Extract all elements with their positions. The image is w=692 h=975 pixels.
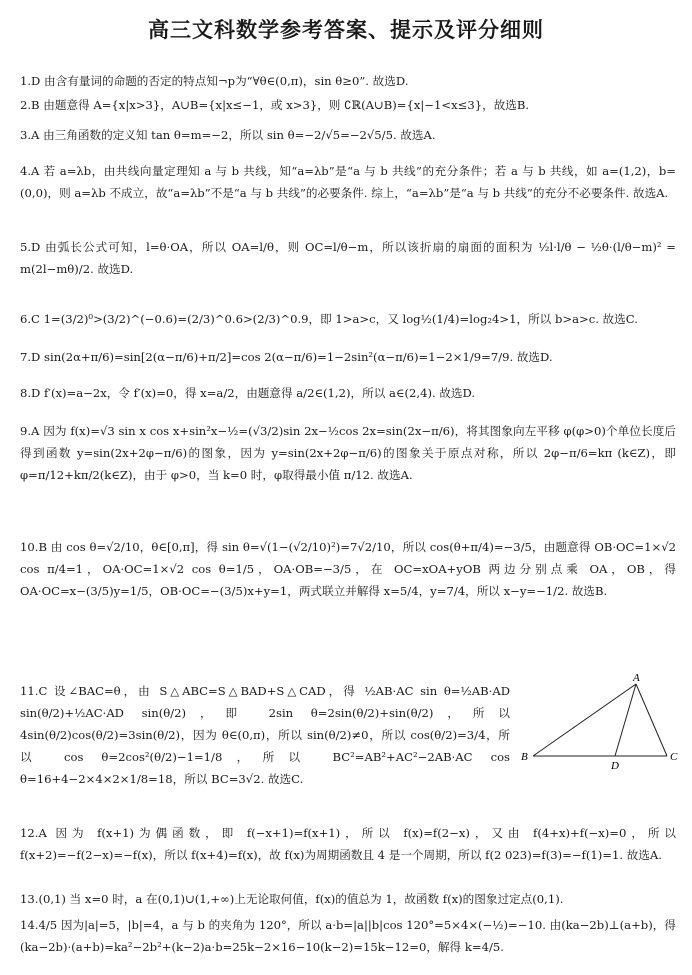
answer-item-12: [20, 822, 676, 866]
answer-item-3: [20, 124, 676, 146]
answer-item-13: [20, 888, 676, 910]
answer-number: 12.A: [20, 826, 47, 840]
answer-item-4: [20, 160, 676, 204]
label-c: C: [670, 751, 678, 763]
page-title: 高三文科数学参考答案、提示及评分细则: [148, 18, 544, 42]
answer-text: 1=(3/2)⁰>(3/2)^(−0.6)=(2/3)^0.6>(2/3)^0.9，即 1>a>c，又 log½(1/4)=log₂4>1，所以 b>a>c. 故选C.: [43, 312, 638, 326]
answer-item-8: [20, 382, 676, 404]
answer-text: 若 a=λb，由共线向量定理知 a 与 b 共线，知“a=λb”是“a 与 b 共线”的充分条件；若 a 与 b 共线，如 a=(1,2)，b=(0,0)，则 a=λb 不成立，故“a=λb”不是“a 与 b 共线”的必要条件. 综上，“a=λb”是“a 与 b 共线”的充分不必要条件. 故选A.: [20, 164, 676, 200]
answer-text: 由题意得 A={x|x>3}，A∪B={x|x≤−1，或 x>3}，则 ∁ℝ(A∪B)={x|−1<x≤3}，故选B.: [43, 98, 530, 112]
answer-text: 由三角函数的定义知 tan θ=m=−2，所以 sin θ=−2/√5=−2√5/5. 故选A.: [43, 128, 436, 142]
answer-text: 因为|a|=5，|b|=4，a 与 b 的夹角为 120°，所以 a·b=|a||b|cos 120°=5×4×(−½)=−10. 由(ka−2b)⊥(a+b)，得(ka−2b)·(a+b)=ka²−2b²+(k−2)a·b=25k−2×16−10(k−2)=15k−12=0，解得 k=4/5.: [20, 918, 676, 954]
answer-item-1: [20, 70, 676, 92]
answer-number: 10.B: [20, 540, 47, 554]
label-d: D: [611, 760, 619, 772]
answer-text: 因为 f(x+1)为偶函数，即 f(−x+1)=f(x+1)，所以 f(x)=f(2−x)，又由 f(4+x)+f(−x)=0，所以 f(x+2)=−f(2−x)=−f(x)，所以 f(x+4)=f(x)，故 f(x)为周期函数且 4 是一个周期，所以 f(2 023)=f(3)=−f(1)=1. 故选A.: [20, 826, 676, 862]
answer-item-10: [20, 536, 676, 602]
answer-number: 9.A: [20, 424, 40, 438]
answer-number: 7.D: [20, 350, 41, 364]
answer-text: f′(x)=a−2x，令 f′(x)=0，得 x=a/2，由题意得 a/2∈(1,2)，所以 a∈(2,4). 故选D.: [44, 386, 476, 400]
answer-item-9: [20, 420, 676, 486]
answer-number: 14.4/5: [20, 918, 58, 932]
answer-number: 1.D: [20, 74, 41, 88]
answer-number: 6.C: [20, 312, 40, 326]
answer-item-2: [20, 94, 676, 116]
answer-number: 11.C: [20, 684, 48, 698]
answer-text: 由含有量词的命题的否定的特点知¬p为“∀θ∈(0,π)，sin θ≥0”. 故选D.: [44, 74, 409, 88]
answer-text: 由 cos θ=√2/10，θ∈[0,π]，得 sin θ=√(1−(√2/10)²)=7√2/10，所以 cos(θ+π/4)=−3/5，由题意得 OB·OC=1×√2 cos π/4=1，OA·OC=1×√2 cos θ=1/5，OA·OB=−3/5，在 OC=xOA+yOB 两边分别点乘 OA，OB，得 OA·OC=x−(3/5)y=1/5，OB·OC=−(3/5)x+y=1，两式联立并解得 x=5/4，y=7/4，所以 x−y=−1/2. 故选B.: [20, 540, 676, 598]
answer-text: 设∠BAC=θ，由 S△ABC=S△BAD+S△CAD，得 ½AB·AC sin θ=½AB·AD sin(θ/2)+½AC·AD sin(θ/2)，即 2sin θ=2sin(θ/2)+sin(θ/2)，所以 4sin(θ/2)cos(θ/2)=3sin(θ/2)，因为 θ∈(0,π)，所以 sin(θ/2)≠0，所以 cos(θ/2)=3/4，所以 cos θ=2cos²(θ/2)−1=1/8，所以 BC²=AB²+AC²−2AB·AC cos θ=16+4−2×4×2×1/8=18，所以 BC=3√2. 故选C.: [20, 684, 511, 786]
answer-number: 13.(0,1): [20, 892, 66, 906]
segment-ad: [615, 684, 636, 756]
label-a: A: [633, 672, 640, 684]
side-ac: [636, 684, 667, 756]
answer-number: 4.A: [20, 164, 40, 178]
answer-number: 3.A: [20, 128, 40, 142]
answer-number: 2.B: [20, 98, 40, 112]
answer-text: 由弧长公式可知，l=θ·OA，所以 OA=l/θ，则 OC=l/θ−m，所以该折扇的扇面的面积为 ½l·l/θ − ½θ·(l/θ−m)² = m(2l−mθ)/2. 故选D.: [20, 240, 677, 276]
side-ab: [533, 684, 636, 756]
answer-item-11: [20, 680, 510, 790]
answer-item-14: [20, 914, 676, 958]
answer-item-6: [20, 308, 676, 330]
answer-item-5: [20, 236, 676, 280]
answer-text: sin(2α+π/6)=sin[2(α−π/6)+π/2]=cos 2(α−π/6)=1−2sin²(α−π/6)=1−2×1/9=7/9. 故选D.: [44, 350, 553, 364]
answer-item-7: [20, 346, 676, 368]
answer-text: 因为 f(x)=√3 sin x cos x+sin²x−½=(√3/2)sin 2x−½cos 2x=sin(2x−π/6)，将其图象向左平移 φ(φ>0)个单位长度后得到函数 y=sin(2x+2φ−π/6)的图象，因为 y=sin(2x+2φ−π/6)的图象关于原点对称，所以 2φ−π/6=kπ (k∈Z)，即 φ=π/12+kπ/2(k∈Z)，由于 φ>0，当 k=0 时，φ取得最小值 π/12. 故选A.: [20, 424, 676, 482]
label-b: B: [521, 751, 528, 763]
answer-text: 当 x=0 时，a 在(0,1)∪(1,+∞)上无论取何值，f(x)的值总为 1，故函数 f(x)的图象过定点(0,1).: [69, 892, 564, 906]
triangle-diagram: [515, 672, 685, 772]
answer-number: 5.D: [20, 240, 41, 254]
answer-number: 8.D: [20, 386, 41, 400]
